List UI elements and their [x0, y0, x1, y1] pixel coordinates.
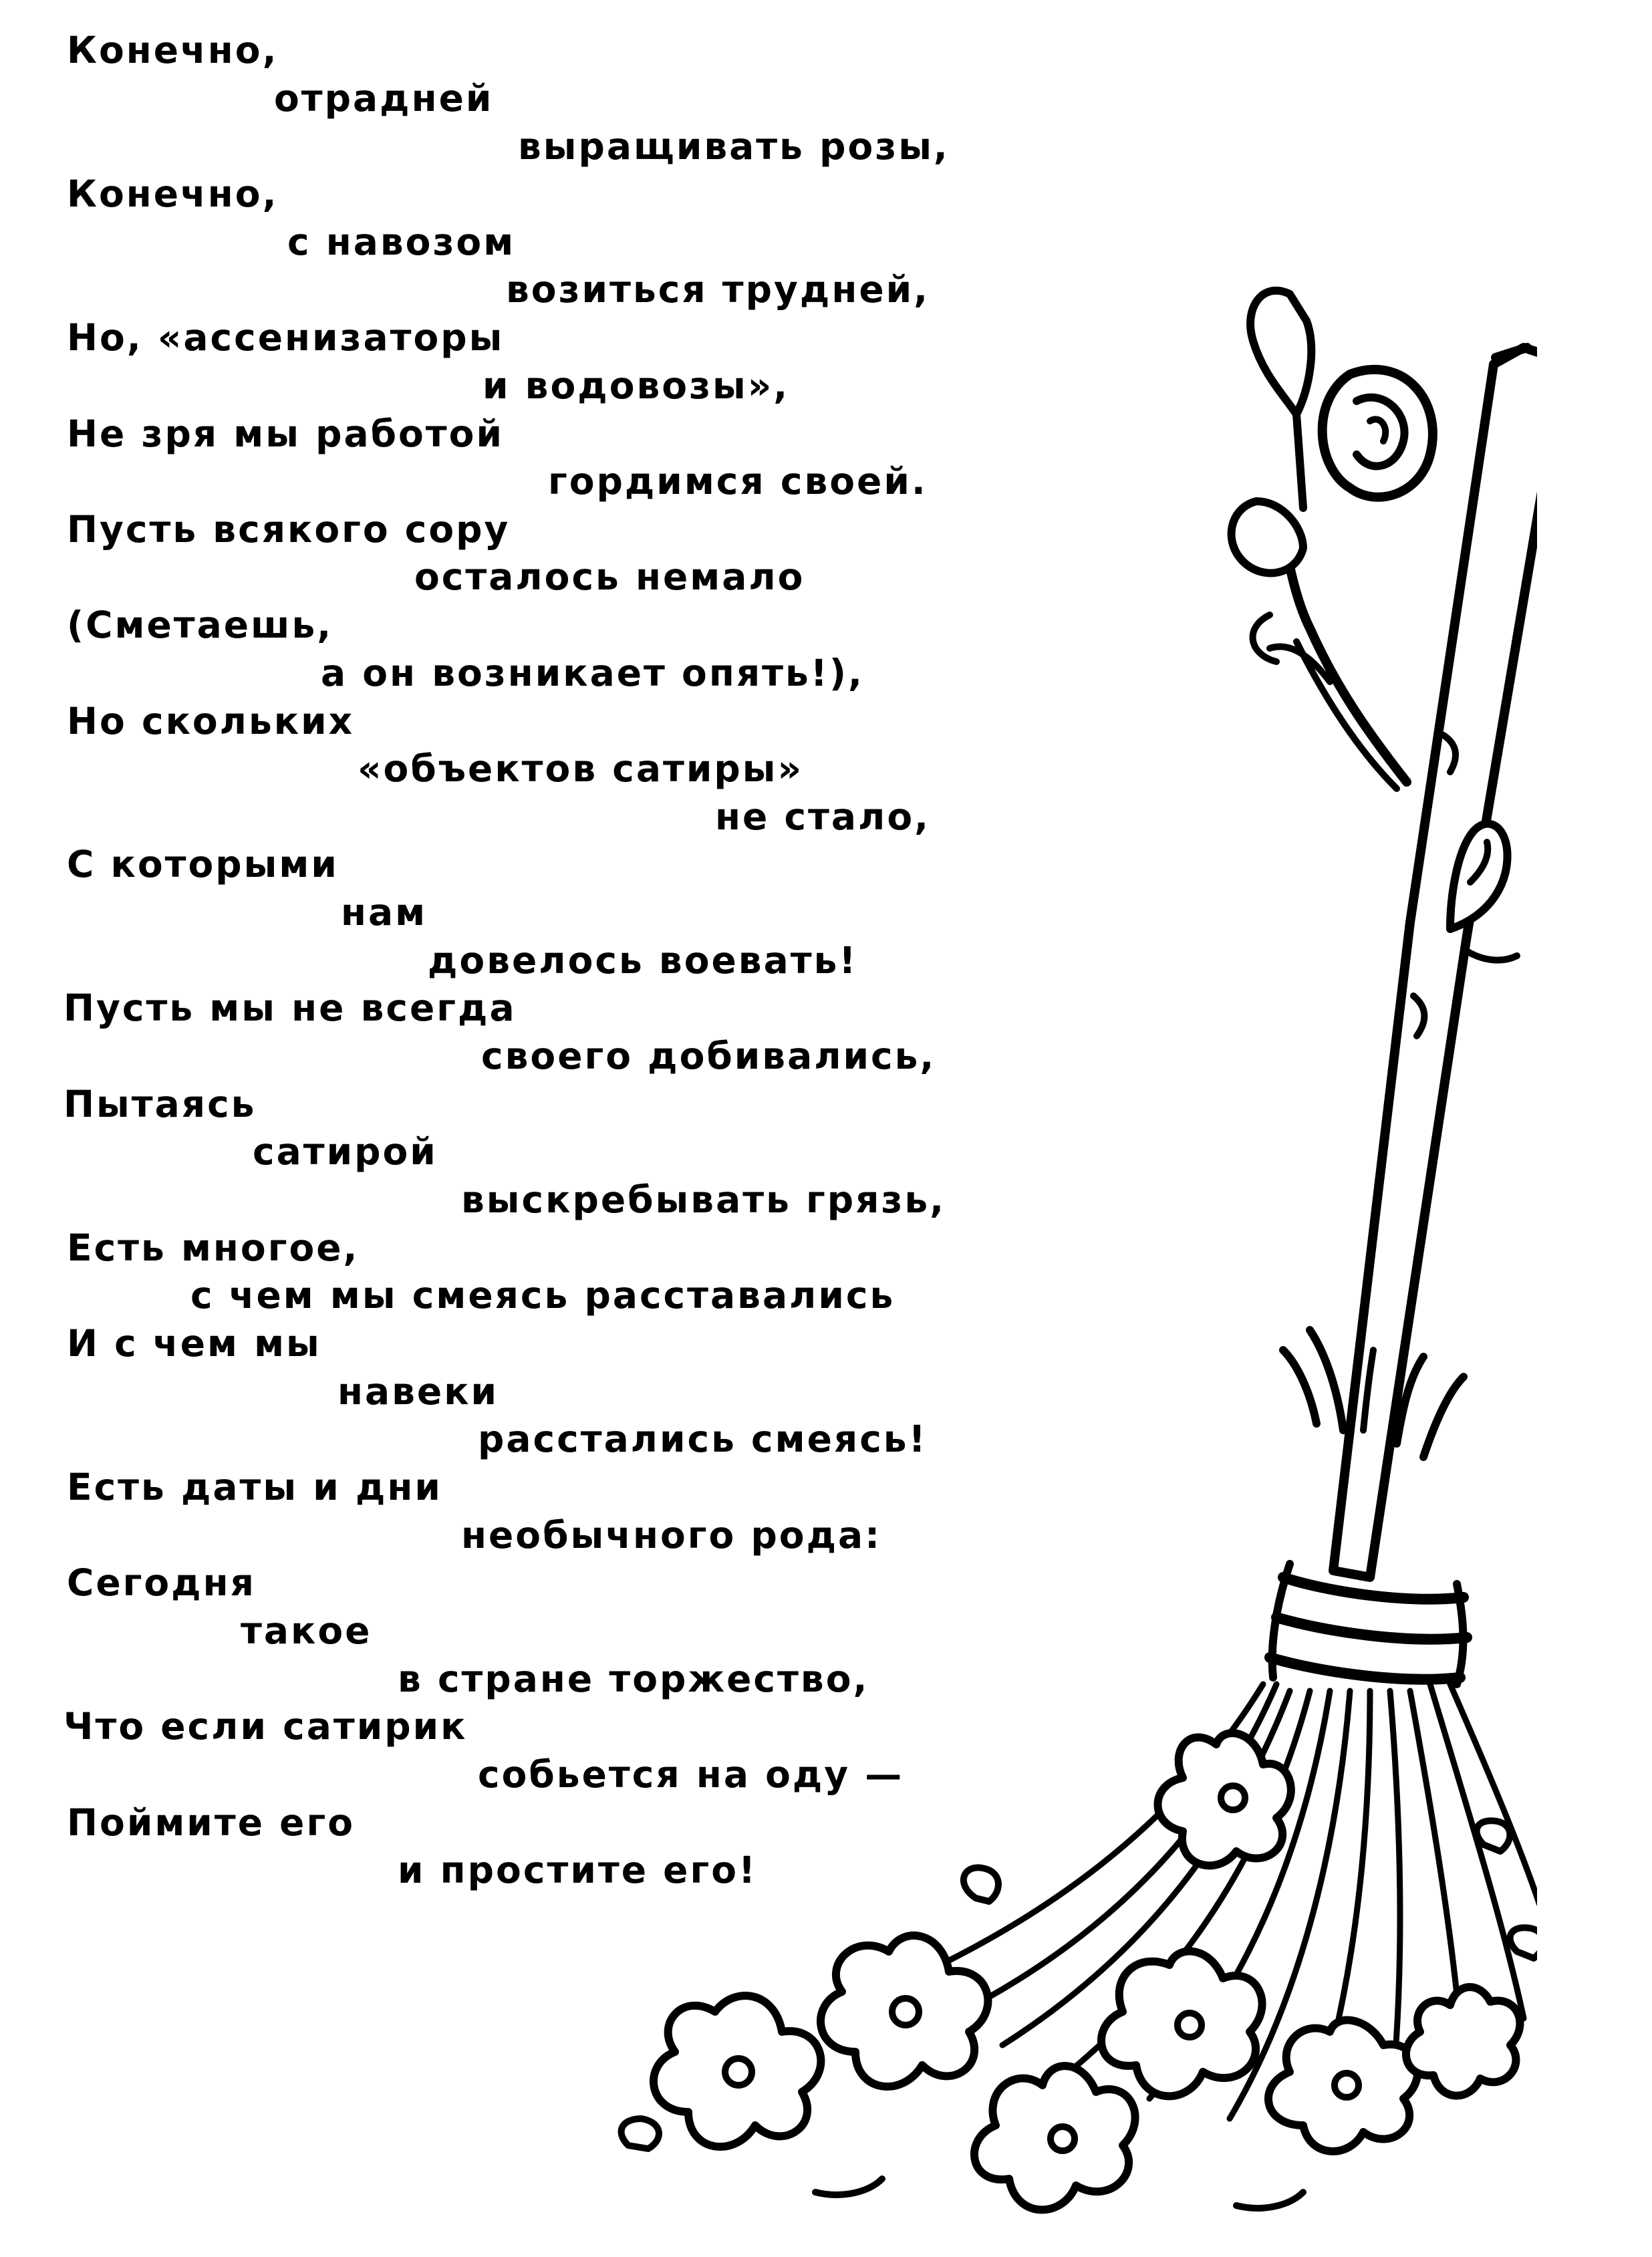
- poem-line: осталось немало: [414, 555, 805, 598]
- poem-line: (Сметаешь,: [67, 604, 333, 646]
- poem-line: Что если сатирик: [63, 1705, 468, 1748]
- leaf: [1232, 501, 1303, 573]
- poem-line: с навозом: [287, 221, 516, 263]
- poem-line: Конечно,: [67, 172, 279, 215]
- rose-flower: [1323, 370, 1433, 497]
- poem-line: Не зря мы работой: [67, 412, 504, 455]
- poem-line: своего добивались,: [481, 1035, 936, 1077]
- flower: [654, 1996, 821, 2147]
- poem-line: Пусть всякого сору: [67, 508, 511, 551]
- flower-bud: [1250, 291, 1311, 414]
- poem-line: Но скольких: [67, 700, 355, 743]
- poem-line: и простите его!: [398, 1849, 758, 1891]
- blossoming-broom-icon: [601, 254, 1537, 2226]
- poem-line: в стране торжество,: [398, 1657, 869, 1700]
- poem-line: С которыми: [67, 843, 339, 886]
- poem-line: довелось воевать!: [428, 939, 858, 982]
- poem-line: Но, «ассенизаторы: [67, 316, 505, 359]
- poem-line: Пусть мы не всегда: [63, 986, 517, 1029]
- flower: [1101, 1952, 1262, 2097]
- poem-line: навеки: [337, 1370, 499, 1413]
- poem-line: гордимся своей.: [548, 460, 928, 503]
- poem-line: Конечно,: [67, 29, 279, 72]
- poem-line: а он возникает опять!),: [321, 652, 864, 694]
- poem-line: возиться трудней,: [506, 268, 930, 311]
- poem-line: и водовозы»,: [483, 364, 790, 407]
- poem-line: Пытаясь: [63, 1083, 257, 1125]
- poem-line: такое: [241, 1609, 372, 1652]
- poem-line: отрадней: [274, 77, 494, 120]
- poem-line: Есть многое,: [67, 1226, 360, 1269]
- flower: [1406, 1987, 1520, 2096]
- poem-line: И с чем мы: [67, 1322, 321, 1365]
- flower: [821, 1936, 988, 2087]
- flower: [974, 2066, 1135, 2210]
- poem-line: собьется на оду —: [478, 1753, 904, 1796]
- poem-line: расстались смеясь!: [478, 1418, 928, 1460]
- poem-line: нам: [341, 891, 428, 934]
- poem-line: сатирой: [253, 1130, 438, 1173]
- poem-line: Есть даты и дни: [67, 1466, 442, 1508]
- poem-line: не стало,: [715, 795, 931, 838]
- poem-line: Сегодня: [67, 1561, 256, 1604]
- poem-line: с чем мы смеясь расставались: [190, 1274, 896, 1317]
- poem-line: выращивать розы,: [518, 125, 950, 168]
- poem-line: «объектов сатиры»: [358, 747, 804, 790]
- poem-line: выскребывать грязь,: [461, 1178, 946, 1221]
- poem-line: Поймите его: [67, 1801, 355, 1844]
- poem-line: необычного рода:: [461, 1514, 882, 1557]
- broom-binding: [1270, 1564, 1467, 1684]
